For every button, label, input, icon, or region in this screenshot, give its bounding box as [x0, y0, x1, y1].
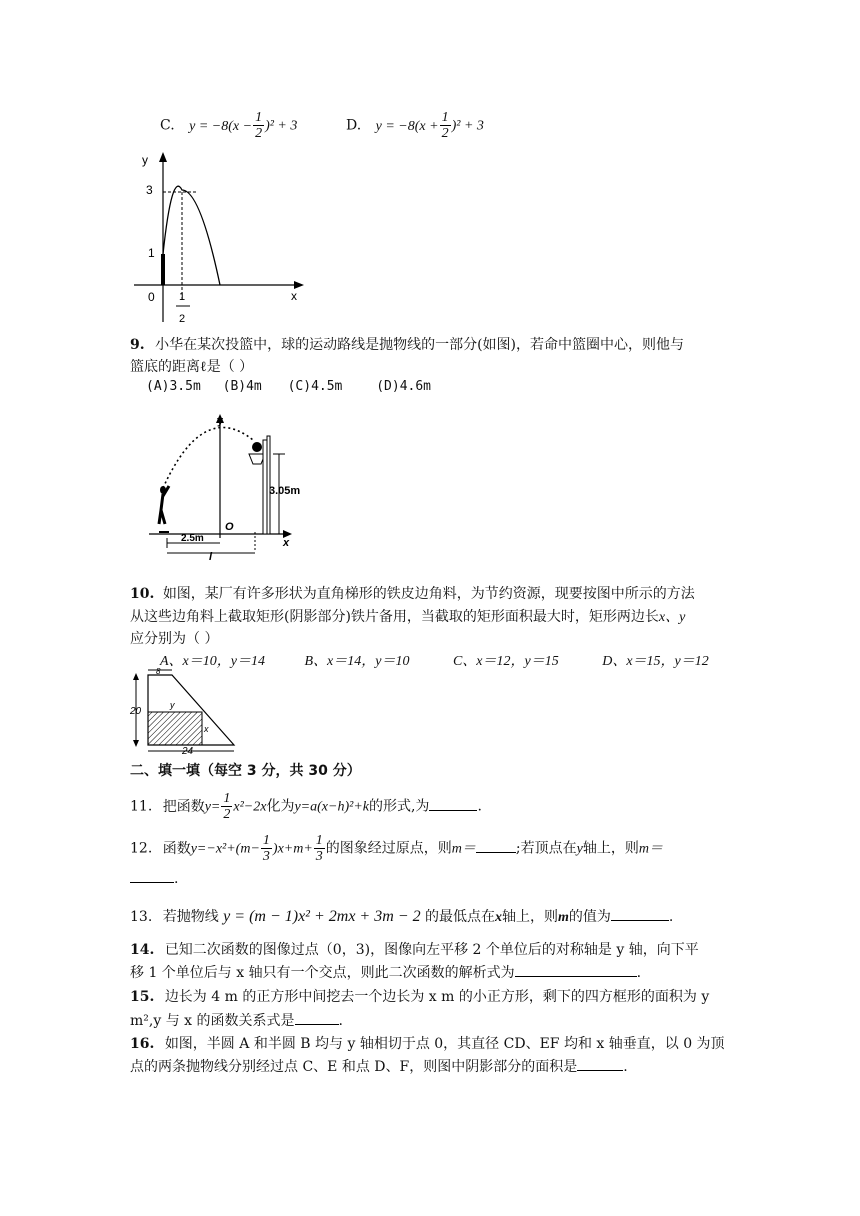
q10-line2 [130, 606, 685, 626]
q13-text-f: m [558, 910, 569, 925]
section-title: 二、填一填（每空 3 分，共 30 分） [130, 763, 361, 779]
question-number: 14. [130, 942, 155, 958]
q8-option-d [346, 110, 484, 141]
q9-option-b: (B)4m [222, 379, 262, 394]
y-axis-arrow [159, 152, 167, 162]
dim-arrow-up [133, 673, 139, 680]
q13-equation: y = (m − 1)x² + 2mx + 3m − 2 [223, 908, 421, 925]
q10-line3: 应分别为（ ） [130, 631, 219, 647]
q10-option-c: C、x＝12，y＝15 [452, 654, 559, 669]
q14-text-2: 移 1 个单位后与 x 轴只有一个交点，则此二次函数的解析式为 [130, 965, 515, 981]
y-tick-1: 1 [148, 246, 155, 260]
q16-text-1: 如图，半圆 A 和半圆 B 均与 y 轴相切于点 0，其直径 CD、EF 均和 x 轴垂直，以 0 为顶 [164, 1036, 725, 1052]
q16-line1 [130, 1033, 725, 1053]
q12-text-f: ;若顶点在 [515, 840, 577, 857]
y-label: y [170, 700, 175, 710]
q11-end: . [477, 798, 482, 815]
question-number: 15. [130, 989, 155, 1005]
q10-text-1: 如图，某厂有许多形状为直角梯形的铁皮边角料，为节约资源，现要按图中所示的方法 [162, 586, 695, 602]
q10-vars: x、y [658, 610, 686, 625]
trapezoid-graph [128, 668, 240, 756]
question-number: 13. [130, 909, 153, 925]
q10-option-d: D、x＝15，y＝12 [602, 654, 709, 669]
basketball-icon [252, 442, 262, 452]
q10-option-b: B、x＝14，y＝10 [304, 654, 410, 669]
q12-text-i: m＝ [638, 841, 663, 857]
q11-text-b: y= [204, 799, 221, 815]
q13-text-c: 的最低点在 [425, 909, 496, 925]
fraction-third [314, 833, 325, 864]
q12-text-e: m＝ [451, 841, 476, 857]
frac-num: 1 [223, 791, 231, 806]
q10-text-2: 从这些边角料上截取矩形(阴影部分)铁片备用，当截取的矩形面积最大时，矩形两边长 [130, 609, 659, 625]
y-axis-label: y [142, 153, 148, 167]
option-label: C. [160, 117, 175, 134]
fraction-half [440, 110, 451, 141]
l-label: l [209, 551, 213, 562]
parabola-curve [163, 186, 220, 285]
q11-text-c: x²−2x [233, 799, 267, 815]
q9-options [146, 379, 431, 394]
x-tick-den: 2 [179, 313, 186, 325]
origin-label: O [225, 521, 234, 533]
q9-option-c: (C)4.5m [287, 379, 343, 394]
q12-line1 [130, 833, 663, 864]
answer-blank[interactable] [130, 868, 174, 883]
answer-blank[interactable] [611, 906, 669, 921]
frac-den: 2 [223, 807, 231, 822]
q12-line2 [130, 868, 178, 887]
option-label: D. [346, 117, 362, 134]
q13-text-e: 轴上，则 [502, 909, 559, 925]
q9-line1 [130, 334, 684, 354]
origin-label: 0 [148, 290, 155, 304]
q12-end: . [174, 871, 179, 887]
q9-text-1: 小华在某次投篮中，球的运动路线是抛物线的一部分(如图)，若命中篮圈中心，则他与 [155, 337, 684, 353]
q11-text-a: 把函数 [162, 798, 205, 815]
top-label: 8 [156, 668, 161, 676]
fraction-half [221, 791, 232, 822]
x-tick-num: 1 [179, 291, 186, 303]
question-number: 12. [130, 840, 153, 857]
q9-option-d: (D)4.6m [376, 379, 432, 394]
q12-text-a: 函数 [162, 840, 191, 857]
q12-text-b: y=−x²+(m− [190, 841, 260, 857]
answer-blank[interactable] [429, 796, 477, 811]
q9-option-a: (A)3.5m [146, 379, 201, 394]
answer-blank[interactable] [577, 1056, 623, 1071]
q12-text-d: 的图象经过原点，则 [325, 840, 452, 857]
q15-end: . [338, 1013, 343, 1029]
fraction-half [253, 110, 264, 141]
q12-text-h: 轴上，则 [582, 840, 639, 857]
q16-line2 [130, 1056, 628, 1076]
bottom-label: 24 [182, 746, 194, 756]
q13-text-g: 的值为 [568, 909, 611, 925]
q16-text-2: 点的两条抛物线分别经过点 C、E 和点 D、F，则图中阴影部分的面积是 [130, 1059, 578, 1075]
dim-arrow-down [133, 740, 139, 747]
answer-blank[interactable] [476, 838, 516, 853]
distance-label: 2.5m [181, 533, 204, 544]
q14-line2 [130, 962, 641, 982]
option-c-expr-b: )² + 3 [265, 118, 298, 134]
q12-text-c: )x+m+ [272, 841, 313, 857]
q13-text-d: x [495, 910, 503, 925]
x-axis-arrow [294, 281, 304, 289]
basketball-graph [145, 410, 305, 562]
frac-num: 1 [441, 110, 449, 125]
q16-end: . [623, 1059, 628, 1075]
q15-line2 [130, 1010, 343, 1030]
height-label: 3.05m [269, 485, 301, 497]
q12-text-g: y [576, 841, 583, 857]
x-axis-label: x [283, 537, 290, 549]
question-number: 16. [130, 1036, 155, 1052]
q13 [130, 906, 673, 926]
option-d-expr-b: )² + 3 [451, 118, 484, 134]
q14-end: . [636, 965, 642, 981]
parabola-graph [128, 150, 308, 328]
q15-line1 [130, 986, 709, 1006]
q14-text-1: 已知二次函数的图像过点（0，3)，图像向左平移 2 个单位后的对称轴是 y 轴，向下平 [164, 942, 699, 958]
frac-den: 2 [441, 126, 449, 141]
frac-num: 1 [315, 833, 323, 848]
q15-text-1: 边长为 4 m 的正方形中间挖去一个边长为 x m 的小正方形，剩下的四方框形的面积为 y [164, 989, 710, 1005]
hoop-pole [263, 440, 267, 534]
q11-text-d: 化为 [266, 798, 295, 815]
answer-blank[interactable] [515, 962, 637, 977]
q13-text-a: 若抛物线 [162, 909, 219, 925]
shaded-rectangle [148, 712, 202, 745]
fraction-third [261, 833, 272, 864]
q14-line1 [130, 939, 699, 959]
frac-num: 1 [262, 833, 270, 848]
q11 [130, 791, 482, 822]
frac-num: 1 [255, 110, 263, 125]
q10-line1 [130, 583, 695, 603]
q10-option-a: A、x＝10，y＝14 [160, 654, 265, 669]
option-d-expr-a: y = −8(x + [375, 118, 439, 134]
frac-den: 2 [255, 126, 263, 141]
frac-den: 3 [262, 849, 270, 864]
y-tick-3: 3 [146, 183, 153, 197]
q15-text-2: m²,y 与 x 的函数关系式是 [130, 1013, 295, 1029]
y-axis-label: y [217, 415, 224, 427]
x-axis-label: x [291, 289, 297, 303]
question-number: 10. [130, 586, 155, 602]
question-number: 9. [130, 337, 145, 353]
question-number: 11. [130, 798, 153, 815]
q11-text-e: y=a(x−h)²+k [294, 799, 369, 815]
q13-end: . [668, 909, 674, 925]
frac-den: 3 [315, 849, 323, 864]
q8-option-c [160, 110, 297, 141]
q10-options [160, 650, 709, 670]
option-c-expr-a: y = −8(x − [189, 118, 253, 134]
q11-text-f: 的形式,为 [368, 798, 430, 815]
q9-line2: 篮底的距离ℓ是（ ） [130, 359, 254, 375]
ball-trajectory [163, 428, 253, 489]
left-label: 20 [130, 706, 142, 717]
answer-blank[interactable] [295, 1010, 339, 1025]
x-label: x [204, 724, 209, 734]
